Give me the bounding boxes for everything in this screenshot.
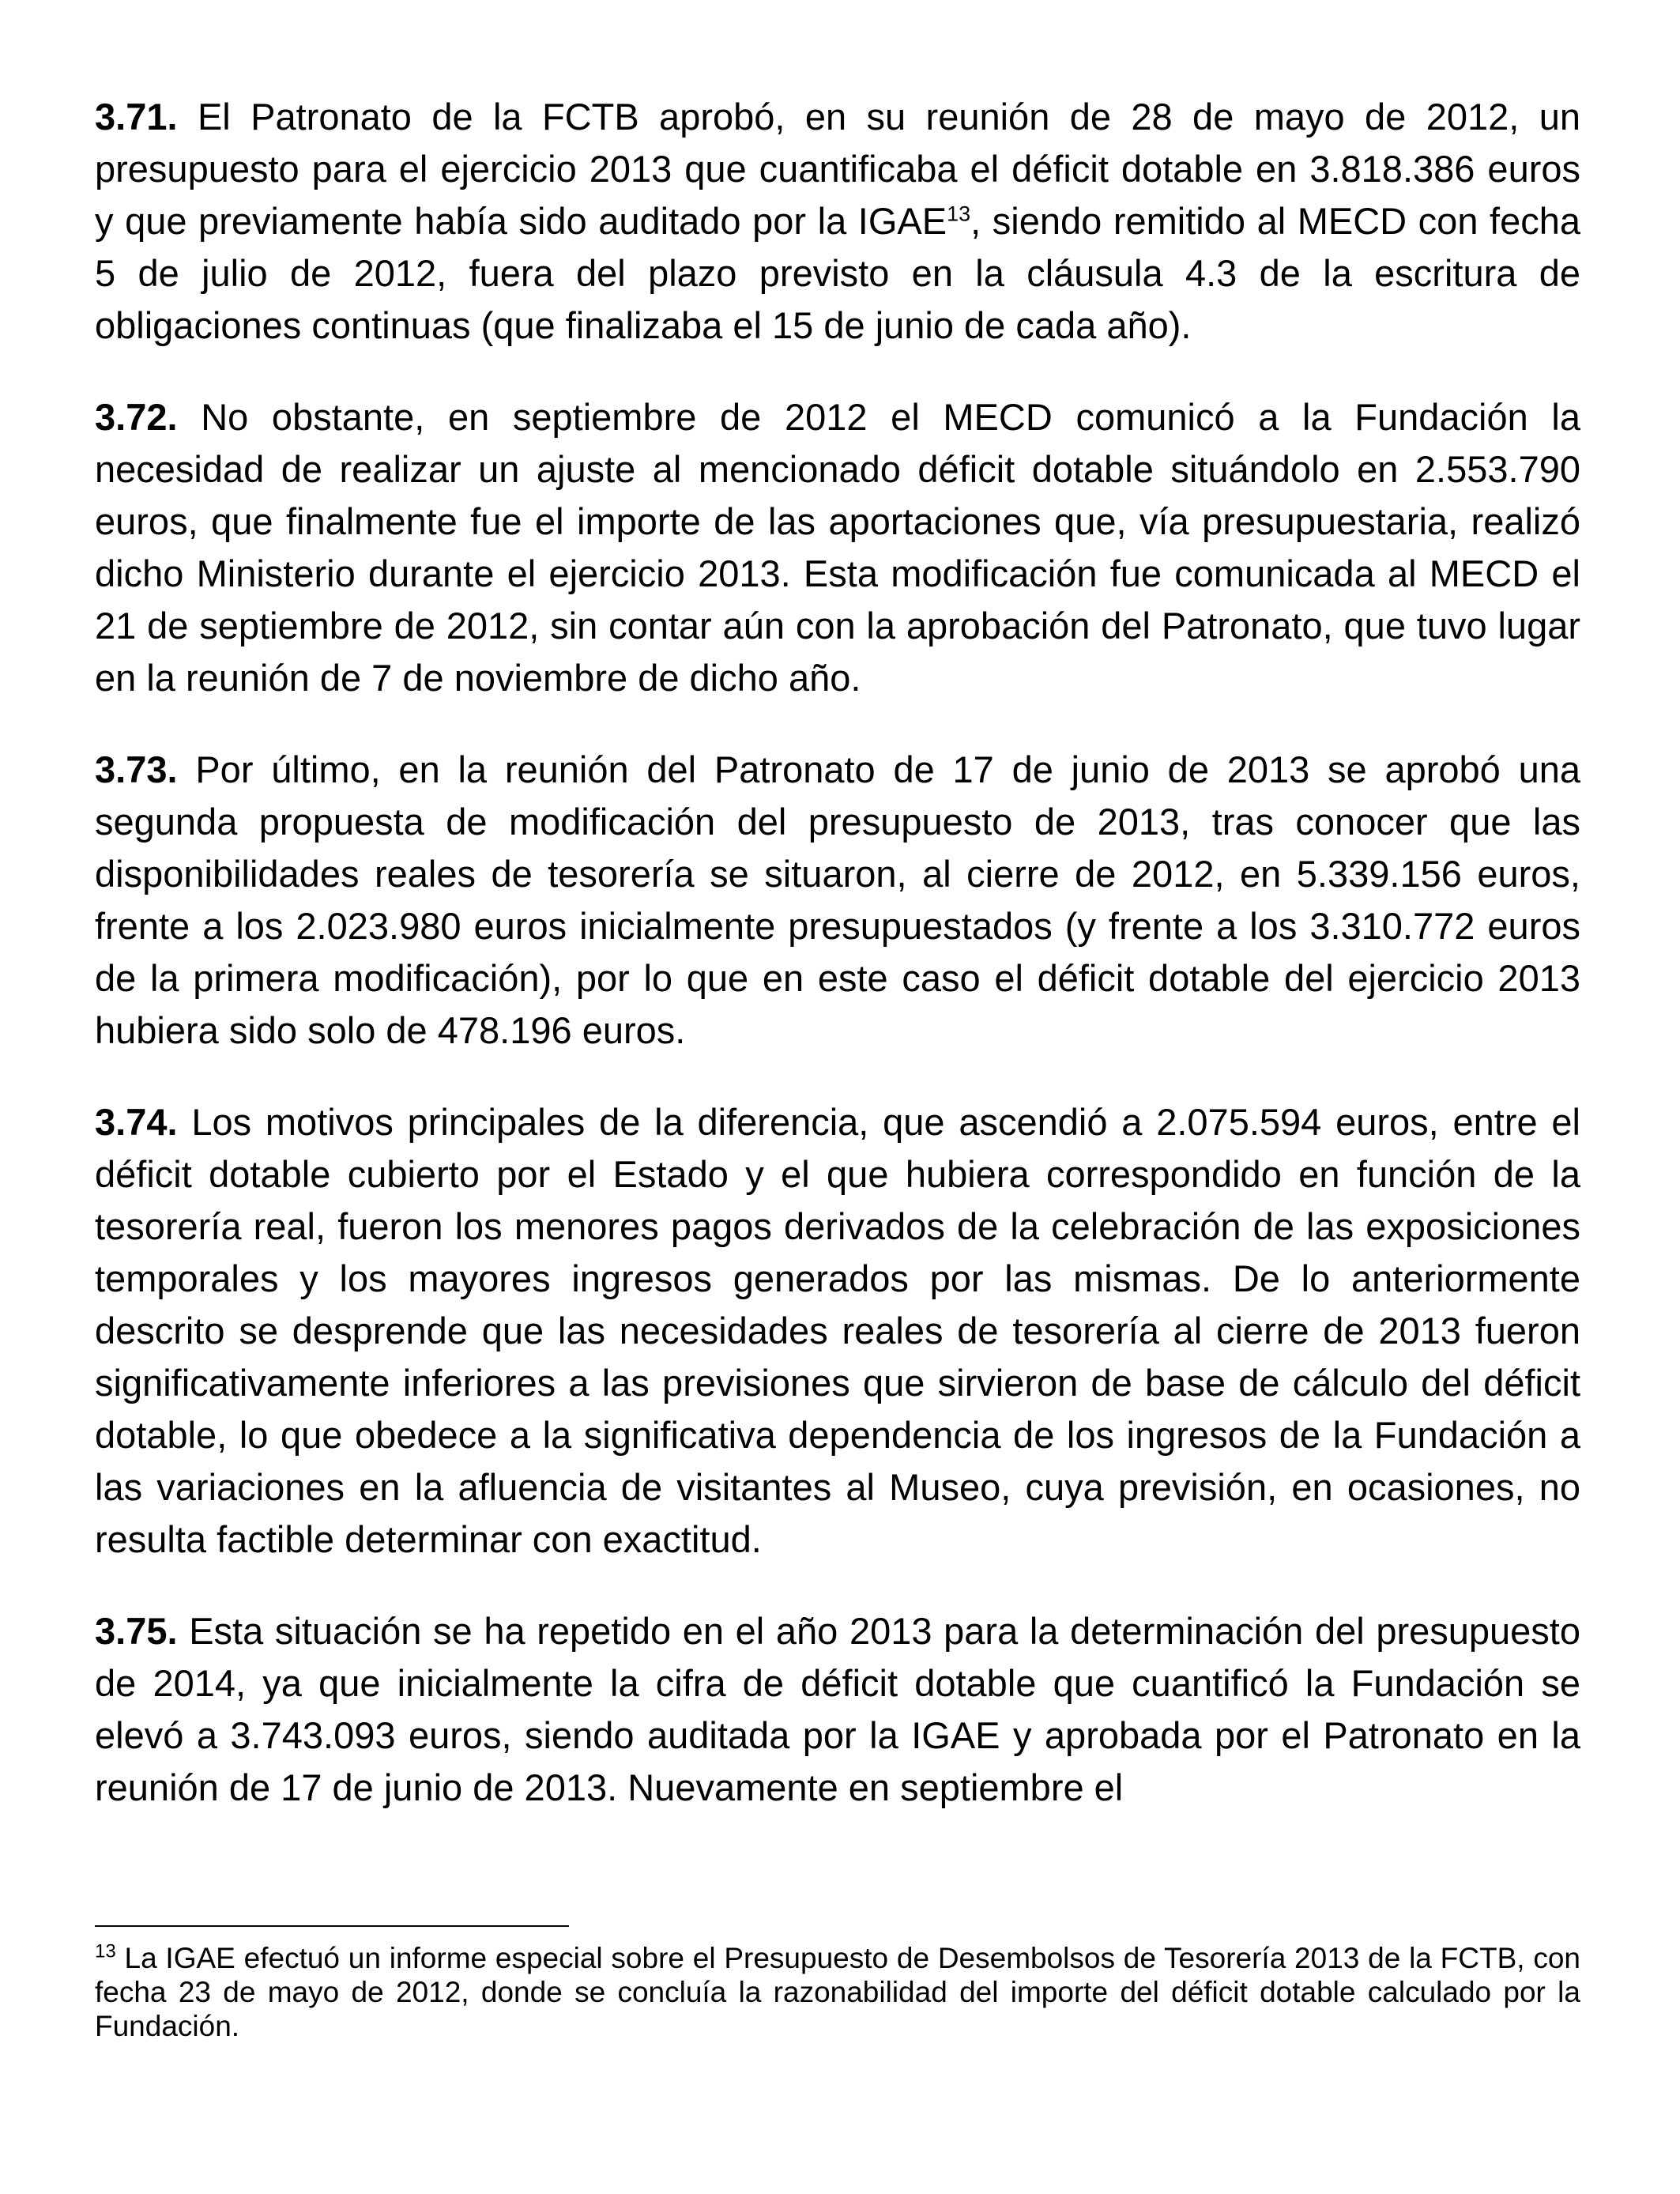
paragraph-3-75 — [95, 1605, 1580, 1814]
paragraph-text: Los motivos principales de la diferencia, que ascendió a 2.075.594 euros, entre el déficit dotable cubierto por el Estado y el que hubiera correspondido en función de la tesorería real, fueron los menores pagos derivados de la celebración de las exposiciones temporales y los mayores ingresos generados por las mismas. De lo anteriormente descrito se desprende que las necesidades reales de tesorería al cierre de 2013 fueron significativamente inferiores a las previsiones que sirvieron de base de cálculo del déficit dotable, lo que obedece a la significativa dependencia de los ingresos de la Fundación a las variaciones en la afluencia de visitantes al Museo, cuya previsión, en ocasiones, no resulta factible determinar con exactitud. — [95, 1101, 1581, 1560]
paragraph-number: 3.73. — [95, 748, 178, 790]
paragraph-text: El Patronato de la FCTB aprobó, en su reunión de 28 de mayo de 2012, un presupuesto para el ejercicio 2013 que cuantificaba el déficit dotable en 3.818.386 euros y que previamente había sido auditado por la IGAE — [95, 96, 1580, 242]
paragraph-text: Esta situación se ha repetido en el año 2013 para la determinación del presupuesto de 2014, ya que inicialmente la cifra de déficit dotable que cuantificó la Fundación se elevó a 3.743.093 euros, siendo auditada por la IGAE y aprobada por el Patronato en la reunión de 17 de junio de 2013. Nuevamente en septiembre el — [95, 1610, 1581, 1808]
paragraph-number: 3.72. — [95, 396, 178, 438]
footnote-marker: 13 — [95, 1940, 116, 1962]
paragraph-text: No obstante, en septiembre de 2012 el MECD comunicó a la Fundación la necesidad de realizar un ajuste al mencionado déficit dotable situándolo en 2.553.790 euros, que finalmente fue el importe de las aportaciones que, vía presupuestaria, realizó dicho Ministerio durante el ejercicio 2013. Esta modificación fue comunicada al MECD el 21 de septiembre de 2012, sin contar aún con la aprobación del Patronato, que tuvo lugar en la reunión de 7 de noviembre de dicho año. — [95, 396, 1580, 699]
paragraph-number: 3.71. — [95, 96, 178, 138]
footnote-separator — [95, 1925, 569, 1927]
paragraph-3-73 — [95, 744, 1580, 1057]
document-body — [95, 91, 1580, 1853]
footnote — [95, 1941, 1580, 2043]
footnote-reference[interactable]: 13 — [947, 202, 971, 226]
paragraph-3-74 — [95, 1096, 1580, 1566]
paragraph-3-71 — [95, 91, 1580, 352]
paragraph-text-continued: , siendo remitido al MECD con fecha 5 de julio de 2012, fuera del plazo previsto en la cláusula 4.3 de la escritura de obligaciones continuas (que finalizaba el 15 de junio de cada año). — [95, 200, 1581, 346]
paragraph-number: 3.74. — [95, 1101, 178, 1143]
footnote-text: La IGAE efectuó un informe especial sobre el Presupuesto de Desembolsos de Tesorería 2013 de la FCTB, con fecha 23 de mayo de 2012, donde se concluía la razonabilidad del importe del déficit dotable calculado por la Fundación. — [95, 1942, 1580, 2042]
paragraph-text: Por último, en la reunión del Patronato de 17 de junio de 2013 se aprobó una segunda propuesta de modificación del presupuesto de 2013, tras conocer que las disponibilidades reales de tesorería se situaron, al cierre de 2012, en 5.339.156 euros, frente a los 2.023.980 euros inicialmente presupuestados (y frente a los 3.310.772 euros de la primera modificación), por lo que en este caso el déficit dotable del ejercicio 2013 hubiera sido solo de 478.196 euros. — [95, 748, 1581, 1051]
paragraph-number: 3.75. — [95, 1610, 178, 1652]
paragraph-3-72 — [95, 391, 1580, 704]
